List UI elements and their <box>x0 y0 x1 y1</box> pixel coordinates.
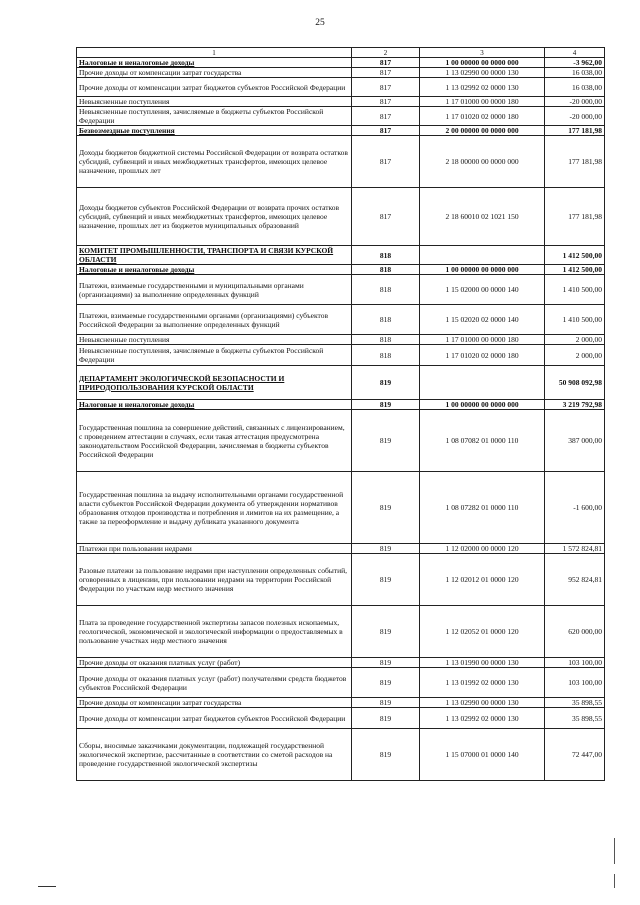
row-admin-code-cell: 817 <box>352 136 420 188</box>
table-row <box>77 554 605 606</box>
row-name-cell: Прочие доходы от оказания платных услуг (работ) <box>77 658 352 668</box>
table-row <box>77 606 605 658</box>
row-name-cell: Плата за проведение государственной экспертизы запасов полезных ископаемых, геологической, экономической и экологической информации о предоставляемых в пользование участках недр местного значения <box>77 606 352 658</box>
row-admin-code-cell: 819 <box>352 658 420 668</box>
row-amount-cell: -3 962,00 <box>545 58 605 68</box>
row-name-cell: Доходы бюджетов субъектов Российской Федерации от возврата прочих остатков субсидий, субвенций и иных межбюджетных трансфертов, имеющих целевое назначение, прошлых лет из бюджетов муниципальных образований <box>77 188 352 246</box>
row-budget-code-cell: 1 13 02990 00 0000 130 <box>420 698 545 708</box>
row-admin-code-cell: 817 <box>352 68 420 78</box>
row-amount-cell: 177 181,98 <box>545 136 605 188</box>
table-row <box>77 668 605 698</box>
row-admin-code-cell: 818 <box>352 305 420 335</box>
row-amount-cell: -20 000,00 <box>545 97 605 107</box>
row-budget-code-cell: 1 13 02990 00 0000 130 <box>420 68 545 78</box>
table-row <box>77 366 605 400</box>
row-admin-code-cell: 819 <box>352 400 420 410</box>
row-amount-cell: 103 100,00 <box>545 668 605 698</box>
table-row <box>77 729 605 781</box>
row-name-cell: Безвозмездные поступления <box>77 126 352 136</box>
table-row <box>77 78 605 97</box>
row-name-cell: ДЕПАРТАМЕНТ ЭКОЛОГИЧЕСКОЙ БЕЗОПАСНОСТИ И ПРИРОДОПОЛЬЗОВАНИЯ КУРСКОЙ ОБЛАСТИ <box>77 366 352 400</box>
row-name-cell: Разовые платежи за пользование недрами при наступлении определенных событий, оговоренных в лицензии, при пользовании недрами на территории Российской Федерации по участкам недр местного значения <box>77 554 352 606</box>
row-name-cell: Сборы, вносимые заказчиками документации, подлежащей государственной экологической экспертизе, рассчитанные в соответствии со сметой расходов на проведение государственной экологической экспертизы <box>77 729 352 781</box>
row-budget-code-cell: 1 12 02012 01 0000 120 <box>420 554 545 606</box>
table-row <box>77 246 605 265</box>
column-number-row <box>77 48 605 58</box>
table-row <box>77 107 605 126</box>
table-row <box>77 400 605 410</box>
row-amount-cell: 1 410 500,00 <box>545 305 605 335</box>
row-name-cell: Невыясненные поступления <box>77 335 352 345</box>
row-amount-cell: -1 600,00 <box>545 472 605 544</box>
row-amount-cell: 952 824,81 <box>545 554 605 606</box>
row-name-cell: Невыясненные поступления <box>77 97 352 107</box>
row-budget-code-cell: 1 00 00000 00 0000 000 <box>420 58 545 68</box>
row-name-cell: Невыясненные поступления, зачисляемые в бюджеты субъектов Российской Федерации <box>77 345 352 366</box>
revenue-table <box>76 47 605 781</box>
row-budget-code-cell: 1 17 01020 02 0000 180 <box>420 107 545 126</box>
row-admin-code-cell: 817 <box>352 58 420 68</box>
table-row <box>77 58 605 68</box>
row-budget-code-cell: 1 13 02992 02 0000 130 <box>420 708 545 729</box>
row-name-cell: Прочие доходы от оказания платных услуг (работ) получателями средств бюджетов субъектов Российской Федерации <box>77 668 352 698</box>
row-amount-cell: 103 100,00 <box>545 658 605 668</box>
row-admin-code-cell: 817 <box>352 97 420 107</box>
row-amount-cell: 16 038,00 <box>545 68 605 78</box>
row-amount-cell: 3 219 792,98 <box>545 400 605 410</box>
table-body <box>77 48 605 781</box>
column-number: 2 <box>352 48 420 58</box>
row-amount-cell: 35 898,55 <box>545 698 605 708</box>
table-row <box>77 544 605 554</box>
margin-mark <box>614 874 615 888</box>
table-row <box>77 265 605 275</box>
row-name-cell: Доходы бюджетов бюджетной системы Российской Федерации от возврата остатков субсидий, субвенций и иных межбюджетных трансфертов, имеющих целевое назначение, прошлых лет <box>77 136 352 188</box>
row-budget-code-cell: 1 00 00000 00 0000 000 <box>420 265 545 275</box>
row-amount-cell: 1 572 824,81 <box>545 544 605 554</box>
row-budget-code-cell: 1 08 07082 01 0000 110 <box>420 410 545 472</box>
row-admin-code-cell: 819 <box>352 554 420 606</box>
row-budget-code-cell: 1 17 01000 00 0000 180 <box>420 335 545 345</box>
table-row <box>77 345 605 366</box>
table-row <box>77 275 605 305</box>
row-amount-cell: 620 000,00 <box>545 606 605 658</box>
row-budget-code-cell: 1 15 02020 02 0000 140 <box>420 305 545 335</box>
row-amount-cell: 72 447,00 <box>545 729 605 781</box>
row-budget-code-cell: 2 18 60010 02 1021 150 <box>420 188 545 246</box>
row-admin-code-cell: 818 <box>352 335 420 345</box>
row-amount-cell: 1 410 500,00 <box>545 275 605 305</box>
row-amount-cell: 387 000,00 <box>545 410 605 472</box>
row-admin-code-cell: 818 <box>352 265 420 275</box>
row-budget-code-cell: 1 12 02000 00 0000 120 <box>420 544 545 554</box>
table-row <box>77 658 605 668</box>
table-row <box>77 472 605 544</box>
row-name-cell: КОМИТЕТ ПРОМЫШЛЕННОСТИ, ТРАНСПОРТА И СВЯЗИ КУРСКОЙ ОБЛАСТИ <box>77 246 352 265</box>
row-name-cell: Невыясненные поступления, зачисляемые в бюджеты субъектов Российской Федерации <box>77 107 352 126</box>
row-budget-code-cell: 1 08 07282 01 0000 110 <box>420 472 545 544</box>
row-name-cell: Налоговые и неналоговые доходы <box>77 58 352 68</box>
row-admin-code-cell: 819 <box>352 729 420 781</box>
row-admin-code-cell: 817 <box>352 78 420 97</box>
row-admin-code-cell: 818 <box>352 275 420 305</box>
row-name-cell: Платежи, взимаемые государственными и муниципальными органами (организациями) за выполнение определенных функций <box>77 275 352 305</box>
row-budget-code-cell: 1 13 01990 00 0000 130 <box>420 658 545 668</box>
row-amount-cell: 177 181,98 <box>545 188 605 246</box>
row-budget-code-cell: 1 00 00000 00 0000 000 <box>420 400 545 410</box>
row-budget-code-cell: 1 12 02052 01 0000 120 <box>420 606 545 658</box>
table-row <box>77 126 605 136</box>
row-name-cell: Прочие доходы от компенсации затрат государства <box>77 68 352 78</box>
scan-mark <box>38 886 56 887</box>
row-budget-code-cell <box>420 246 545 265</box>
row-amount-cell: 1 412 500,00 <box>545 246 605 265</box>
table-row <box>77 698 605 708</box>
row-admin-code-cell: 819 <box>352 544 420 554</box>
row-admin-code-cell: 819 <box>352 410 420 472</box>
column-number: 3 <box>420 48 545 58</box>
row-amount-cell: 50 908 092,98 <box>545 366 605 400</box>
row-name-cell: Налоговые и неналоговые доходы <box>77 265 352 275</box>
row-budget-code-cell: 1 15 07000 01 0000 140 <box>420 729 545 781</box>
row-name-cell: Платежи при пользовании недрами <box>77 544 352 554</box>
table-row <box>77 136 605 188</box>
row-budget-code-cell <box>420 366 545 400</box>
row-admin-code-cell: 819 <box>352 606 420 658</box>
column-number: 4 <box>545 48 605 58</box>
row-budget-code-cell: 1 13 02992 02 0000 130 <box>420 78 545 97</box>
page-number: 25 <box>315 18 325 28</box>
row-name-cell: Прочие доходы от компенсации затрат бюджетов субъектов Российской Федерации <box>77 78 352 97</box>
column-number: 1 <box>77 48 352 58</box>
row-name-cell: Налоговые и неналоговые доходы <box>77 400 352 410</box>
table-row <box>77 68 605 78</box>
margin-mark <box>614 838 615 864</box>
row-budget-code-cell: 1 17 01020 02 0000 180 <box>420 345 545 366</box>
row-admin-code-cell: 819 <box>352 668 420 698</box>
row-amount-cell: 2 000,00 <box>545 345 605 366</box>
row-amount-cell: 177 181,98 <box>545 126 605 136</box>
row-name-cell: Государственная пошлина за совершение действий, связанных с лицензированием, с проведением аттестации в случаях, если такая аттестация предусмотрена законодательством Российской Федерации, зачисляемая в бюджеты субъектов Российской Федерации <box>77 410 352 472</box>
row-admin-code-cell: 819 <box>352 472 420 544</box>
row-amount-cell: 1 412 500,00 <box>545 265 605 275</box>
row-admin-code-cell: 818 <box>352 345 420 366</box>
row-budget-code-cell: 1 13 01992 02 0000 130 <box>420 668 545 698</box>
row-name-cell: Прочие доходы от компенсации затрат бюджетов субъектов Российской Федерации <box>77 708 352 729</box>
row-name-cell: Платежи, взимаемые государственными органами (организациями) субъектов Российской Федерации за выполнение определенных функций <box>77 305 352 335</box>
row-admin-code-cell: 819 <box>352 708 420 729</box>
row-admin-code-cell: 818 <box>352 246 420 265</box>
table-row <box>77 335 605 345</box>
row-admin-code-cell: 817 <box>352 188 420 246</box>
table-row <box>77 97 605 107</box>
row-admin-code-cell: 817 <box>352 126 420 136</box>
row-amount-cell: 35 898,55 <box>545 708 605 729</box>
row-admin-code-cell: 817 <box>352 107 420 126</box>
row-amount-cell: 2 000,00 <box>545 335 605 345</box>
row-budget-code-cell: 2 18 00000 00 0000 000 <box>420 136 545 188</box>
row-budget-code-cell: 2 00 00000 00 0000 000 <box>420 126 545 136</box>
row-budget-code-cell: 1 17 01000 00 0000 180 <box>420 97 545 107</box>
table-row <box>77 708 605 729</box>
row-name-cell: Прочие доходы от компенсации затрат государства <box>77 698 352 708</box>
row-admin-code-cell: 819 <box>352 698 420 708</box>
table-row <box>77 305 605 335</box>
row-amount-cell: 16 038,00 <box>545 78 605 97</box>
table-row <box>77 410 605 472</box>
row-name-cell: Государственная пошлина за выдачу исполнительными органами государственной власти субъектов Российской Федерации документа об утверждении нормативов образования отходов производства и потребления и лимитов на их размещение, а также за переоформление и выдачу дубликата указанного документа <box>77 472 352 544</box>
table-row <box>77 188 605 246</box>
row-budget-code-cell: 1 15 02000 00 0000 140 <box>420 275 545 305</box>
row-amount-cell: -20 000,00 <box>545 107 605 126</box>
row-admin-code-cell: 819 <box>352 366 420 400</box>
